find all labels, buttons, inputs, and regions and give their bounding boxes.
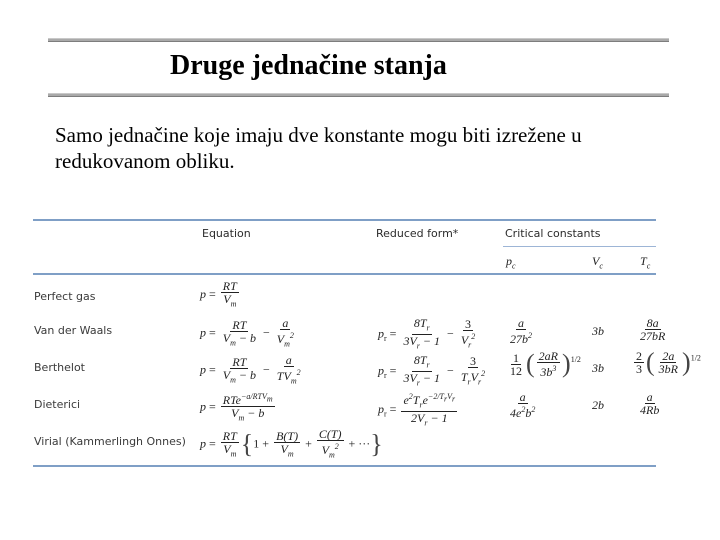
pc-berthelot: $\frac{1}{12}$ ( $\frac{2aR}{3b^3}$ )$^{1/2}$ — [510, 349, 581, 379]
equation-berthelot: p = $\frac{RT}{V_m - b}$ − $\frac{a}{TV_m^2}$ — [200, 353, 301, 386]
table-bottom-rule — [33, 465, 656, 467]
slide-title: Druge jednačine stanja — [170, 50, 447, 81]
vc-berthelot: 3b — [592, 361, 604, 375]
reduced-van-der-waals: $p_r$ = $\frac{8T_r}{3V_r - 1}$ − $\frac{3}{V_r^2}$ — [378, 316, 476, 351]
header-vc: $V_c$ — [592, 254, 603, 271]
equation-perfect-gas: p = $\frac{RT}{V_m}$ — [200, 279, 237, 309]
header-pc: $p_c$ — [506, 254, 516, 271]
header-bottom-rule — [33, 273, 656, 275]
equation-virial: p = $\frac{RT}{V_m}$ {1 + $\frac{B(T)}{V_m}$ + $\frac{C(T)}{V_m^2}$ + ···} — [200, 427, 383, 460]
pc-dieterici: $\frac{a}{4e^2b^2}$ — [510, 390, 536, 420]
tc-berthelot: $\frac{2}{3}$ ( $\frac{2a}{3bR}$ )$^{1/2}$ — [636, 347, 701, 377]
vc-van-der-waals: 3b — [592, 324, 604, 338]
intro-text: Samo jednačine koje imaju dve konstante mogu biti izrežene u redukovanom obliku. — [55, 123, 582, 173]
equation-dieterici: p = $\frac{RTe^{-a/RTV_m}}{V_m - b}$ — [200, 392, 273, 423]
tc-dieterici: $\frac{a}{4Rb}$ — [640, 390, 660, 417]
header-critical: Critical constants — [505, 227, 601, 240]
header-reduced: Reduced form* — [376, 227, 459, 240]
tc-van-der-waals: $\frac{8a}{27bR}$ — [640, 316, 666, 343]
table-top-rule — [33, 219, 656, 221]
row-name-perfect-gas: Perfect gas — [34, 290, 96, 303]
reduced-dieterici: $p_r$ = $\frac{e^2T_re^{-2/T_rV_r}}{2V_r - 1}$ — [378, 392, 456, 428]
row-name-dieterici: Dieterici — [34, 398, 81, 411]
reduced-berthelot: $p_r$ = $\frac{8T_r}{3V_r - 1}$ − $\frac{3}{T_rV_r^2}$ — [378, 353, 486, 388]
header-tc: $T_c$ — [640, 254, 651, 271]
row-name-berthelot: Berthelot — [34, 361, 85, 374]
row-name-virial: Virial (Kammerlingh Onnes) — [34, 435, 186, 448]
equation-van-der-waals: p = $\frac{RT}{V_m - b}$ − $\frac{a}{V_m^2}$ — [200, 316, 294, 349]
header-equation: Equation — [202, 227, 251, 240]
top-rule — [48, 38, 669, 42]
critical-subrule — [503, 246, 656, 247]
pc-van-der-waals: $\frac{a}{27b^2}$ — [510, 316, 532, 346]
row-name-van-der-waals: Van der Waals — [34, 324, 113, 337]
vc-dieterici: 2b — [592, 398, 604, 412]
bottom-rule — [48, 93, 669, 97]
